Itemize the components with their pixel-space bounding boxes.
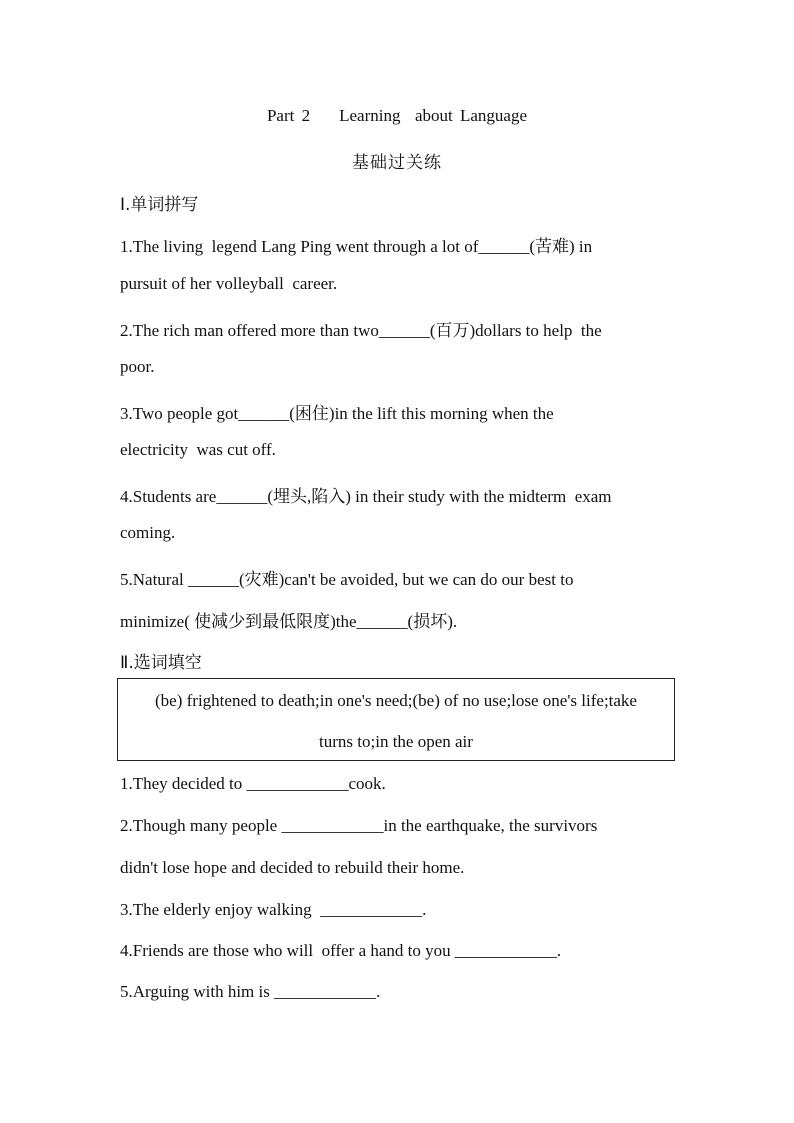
- question-line: 1.They decided to ____________cook.: [120, 774, 386, 793]
- page-subtitle: 基础过关练: [352, 153, 442, 173]
- question-line: 3.The elderly enjoy walking ____________.: [120, 900, 427, 919]
- question-line: coming.: [120, 523, 176, 542]
- question-line: electricity was cut off.: [120, 440, 276, 459]
- question-line: pursuit of her volleyball career.: [120, 274, 338, 293]
- question-line: 2.The rich man offered more than two______(百万)dollars to help the: [120, 321, 602, 340]
- question-line: didn't lose hope and decided to rebuild their home.: [120, 858, 465, 877]
- word-bank-box: [117, 678, 675, 761]
- page-title: Part 2 Learning about Language: [266, 106, 528, 125]
- question-line: 4.Friends are those who will offer a hand to you ____________.: [120, 941, 562, 960]
- question-line: 5.Arguing with him is ____________.: [120, 982, 381, 1001]
- question-line: 5.Natural ______(灾难)can't be avoided, but we can do our best to: [120, 570, 574, 589]
- word-bank-line: (be) frightened to death;in one's need;(be) of no use;lose one's life;take: [155, 691, 637, 710]
- question-line: 1.The living legend Lang Ping went through a lot of______(苦难) in: [120, 237, 593, 256]
- question-line: minimize( 使减少到最低限度)the______(损坏).: [120, 612, 458, 631]
- question-line: 4.Students are______(埋头,陷入) in their study with the midterm exam: [120, 487, 612, 506]
- word-bank-line: turns to;in the open air: [319, 732, 473, 751]
- section-heading-fill-in: Ⅱ.选词填空: [120, 653, 202, 673]
- question-line: 3.Two people got______(困住)in the lift this morning when the: [120, 404, 554, 423]
- section-heading-spelling: Ⅰ.单词拼写: [120, 195, 199, 215]
- question-line: 2.Though many people ____________in the earthquake, the survivors: [120, 816, 598, 835]
- question-line: poor.: [120, 357, 155, 376]
